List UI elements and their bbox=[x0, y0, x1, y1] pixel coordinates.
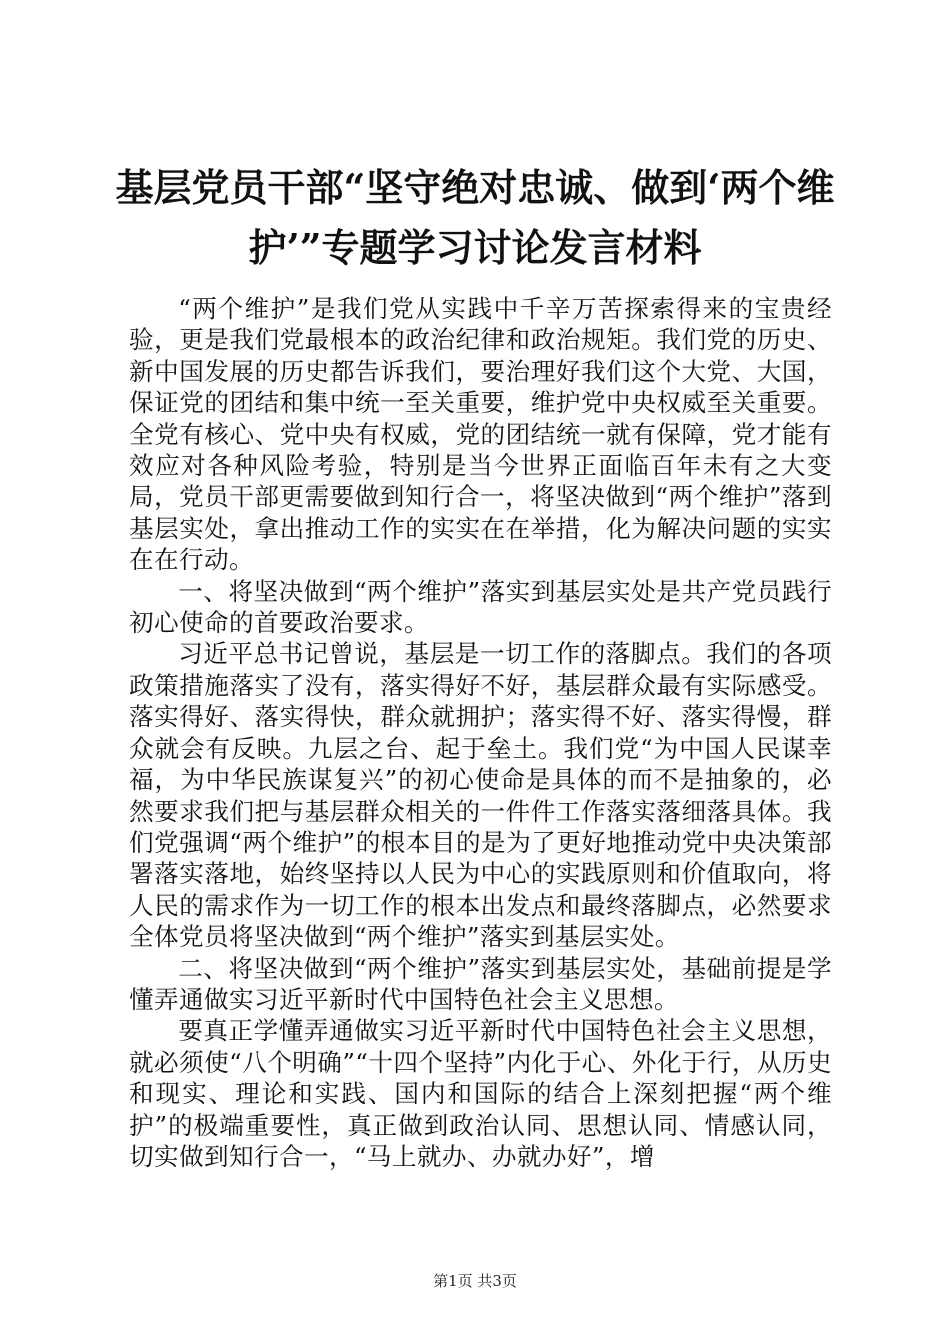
section-heading-1: 一、将坚决做到“两个维护”落实到基层实处是共产党员践行初心使命的首要政治要求。 bbox=[129, 576, 832, 638]
paragraph-section-2: 要真正学懂弄通做实习近平新时代中国特色社会主义思想，就必须使“八个明确”“十四个坚持”内化于心、外化于行，从历史和现实、理论和实践、国内和国际的结合上深刻把握“两个维护”的极端重要性，真正做到政治认同、思想认同、情感认同，切实做到知行合一，“马上就办、办就办好”，增 bbox=[129, 1016, 832, 1171]
title-line-1: 基层党员干部“坚守绝对忠诚、做到‘两个维 bbox=[115, 165, 835, 210]
paragraph-section-1: 习近平总书记曾说，基层是一切工作的落脚点。我们的各项政策措施落实了没有，落实得好不好，基层群众最有实际感受。落实得好、落实得快，群众就拥护；落实得不好、落实得慢，群众就会有反映。九层之台、起于垒土。我们党“为中国人民谋幸福，为中华民族谋复兴”的初心使命是具体的而不是抽象的，必然要求我们把与基层群众相关的一件件工作落实落细落具体。我们党强调“两个维护”的根本目的是为了更好地推动党中央决策部署落实落地，始终坚持以人民为中心的实践原则和价值取向，将人民的需求作为一切工作的根本出发点和最终落脚点，必然要求全体党员将坚决做到“两个维护”落实到基层实处。 bbox=[129, 639, 832, 952]
paragraph-intro: “两个维护”是我们党从实践中千辛万苦探索得来的宝贵经验，更是我们党最根本的政治纪律和政治规矩。我们党的历史、新中国发展的历史都告诉我们，要治理好我们这个大党、大国，保证党的团结和集中统一至关重要，维护党中央权威至关重要。全党有核心、党中央有权威，党的团结统一就有保障，党才能有效应对各种风险考验，特别是当今世界正面临百年未有之大变局，党员干部更需要做到知行合一，将坚决做到“两个维护”落到基层实处，拿出推动工作的实实在在举措，化为解决问题的实实在在行动。 bbox=[129, 294, 832, 575]
document-body bbox=[129, 293, 832, 1172]
title-line-2: 护’”专题学习讨论发言材料 bbox=[248, 225, 702, 270]
document-title bbox=[110, 158, 840, 278]
page-number-footer: 第1页 共3页 bbox=[433, 1272, 517, 1290]
section-heading-2: 二、将坚决做到“两个维护”落实到基层实处，基础前提是学懂弄通做实习近平新时代中国特色社会主义思想。 bbox=[129, 953, 832, 1014]
